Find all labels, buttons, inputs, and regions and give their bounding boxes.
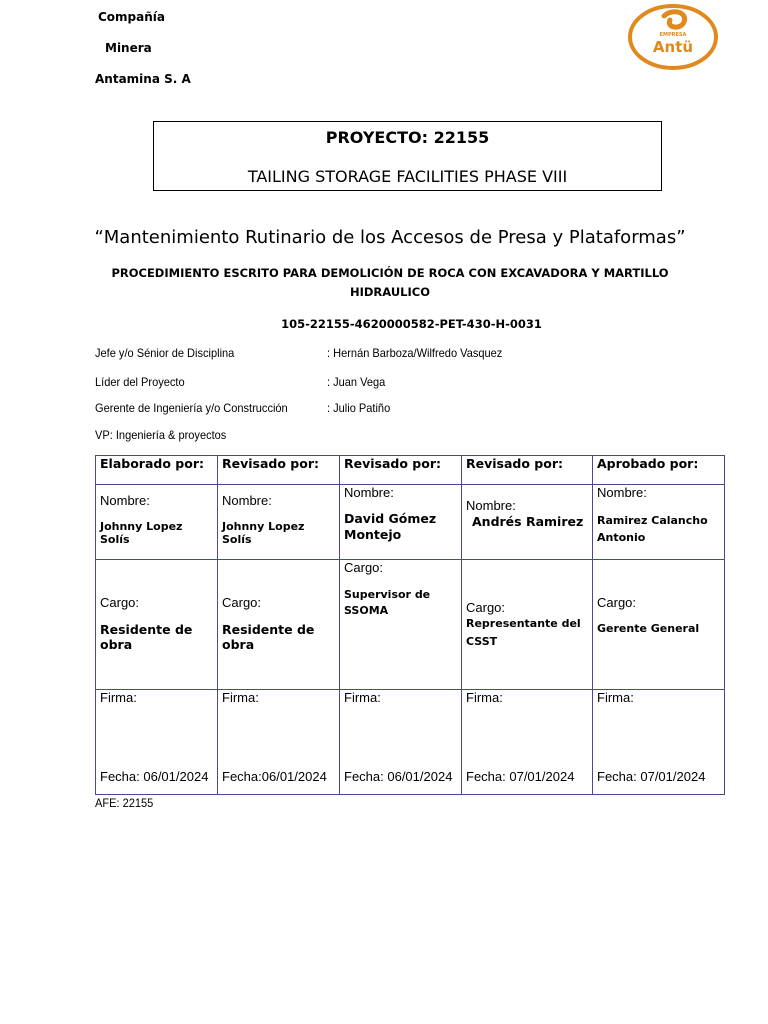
logo-top-text: EMPRESA — [659, 32, 687, 38]
info-label-lider: Líder del Proyecto — [95, 375, 185, 389]
firma-label: Firma: — [344, 690, 381, 705]
company-line-2: Minera — [105, 41, 152, 55]
logo-brand-text: Antü — [652, 38, 694, 56]
info-label-vp: VP: Ingeniería & proyectos — [95, 428, 227, 442]
header-cell: Revisado por: — [218, 456, 340, 485]
firma-cell — [96, 690, 218, 795]
cargo-cell — [96, 560, 218, 690]
name-label: Nombre: — [466, 498, 516, 513]
cargo-cell — [340, 560, 462, 690]
name-value: David Gómez Montejo — [344, 511, 437, 542]
name-value: Ramirez Calancho Antonio — [597, 514, 708, 544]
firma-label: Firma: — [222, 690, 259, 705]
name-value: Johnny Lopez Solís — [100, 520, 183, 546]
fecha-value: Fecha: 06/01/2024 — [100, 769, 209, 784]
cargo-value: Gerente General — [597, 622, 700, 635]
company-line-1: Compañía — [98, 10, 165, 24]
signature-table — [95, 455, 725, 795]
name-label: Nombre: — [597, 485, 647, 500]
info-value-jefe: : Hernán Barboza/Wilfredo Vasquez — [327, 346, 503, 360]
firma-cell — [462, 690, 593, 795]
cargo-label: Cargo: — [597, 595, 637, 610]
document-code: 105-22155-4620000582-PET-430-H-0031 — [281, 317, 542, 331]
cargo-label: Cargo: — [344, 560, 384, 575]
cargo-value: Residente de obra — [100, 622, 193, 652]
firma-label: Firma: — [597, 690, 634, 705]
project-box — [153, 121, 662, 191]
name-label: Nombre: — [100, 493, 150, 508]
name-cell — [462, 485, 593, 560]
project-name: TAILING STORAGE FACILITIES PHASE VIII — [247, 167, 568, 186]
name-value: Andrés Ramirez — [472, 514, 584, 529]
cargo-label — [466, 600, 588, 651]
cargo-value: Residente de obra — [222, 622, 315, 652]
afe-number: AFE: 22155 — [95, 796, 154, 810]
firma-row — [96, 690, 725, 795]
info-label-jefe: Jefe y/o Sénior de Disciplina — [95, 346, 235, 360]
name-label: Nombre: — [222, 493, 272, 508]
fecha-value: Fecha: 07/01/2024 — [466, 769, 575, 784]
firma-cell — [593, 690, 725, 795]
cargo-value: Representante del CSST — [466, 617, 581, 648]
firma-label: Firma: — [466, 690, 503, 705]
header-cell: Elaborado por: — [96, 456, 218, 485]
document-subtitle: PROCEDIMIENTO ESCRITO PARA DEMOLICIÓN DE ROCA CON EXCAVADORA Y MARTILLO HIDRAULICO — [111, 266, 669, 299]
document-title: “Mantenimiento Rutinario de los Accesos de Presa y Plataformas” — [94, 227, 686, 248]
fecha-value: Fecha: 07/01/2024 — [597, 769, 706, 784]
table-header-row — [96, 456, 725, 485]
firma-label: Firma: — [100, 690, 137, 705]
cargo-cell — [218, 560, 340, 690]
name-value: Johnny Lopez Solís — [222, 520, 305, 546]
name-cell — [218, 485, 340, 560]
info-value-gerente: : Julio Patiño — [327, 401, 391, 415]
company-line-3: Antamina S. A — [95, 72, 191, 86]
header-cell: Aprobado por: — [593, 456, 725, 485]
name-row — [96, 485, 725, 560]
cargo-value: Supervisor de SSOMA — [344, 588, 431, 617]
fecha-value: Fecha:06/01/2024 — [222, 769, 327, 784]
fecha-value: Fecha: 06/01/2024 — [344, 769, 453, 784]
name-cell — [593, 485, 725, 560]
cargo-cell — [593, 560, 725, 690]
cargo-label: Cargo: — [222, 595, 262, 610]
firma-cell — [218, 690, 340, 795]
name-label: Nombre: — [344, 485, 394, 500]
info-label-gerente: Gerente de Ingeniería y/o Construcción — [95, 401, 288, 415]
name-cell — [96, 485, 218, 560]
name-cell — [340, 485, 462, 560]
cargo-cell — [462, 560, 593, 690]
info-value-lider: : Juan Vega — [327, 375, 386, 389]
antu-logo-icon — [626, 2, 720, 72]
project-number: PROYECTO: 22155 — [325, 128, 490, 147]
firma-cell — [340, 690, 462, 795]
header-cell: Revisado por: — [340, 456, 462, 485]
header-cell: Revisado por: — [462, 456, 593, 485]
cargo-label-text: Cargo: — [466, 600, 506, 615]
cargo-row — [96, 560, 725, 690]
cargo-label: Cargo: — [100, 595, 140, 610]
